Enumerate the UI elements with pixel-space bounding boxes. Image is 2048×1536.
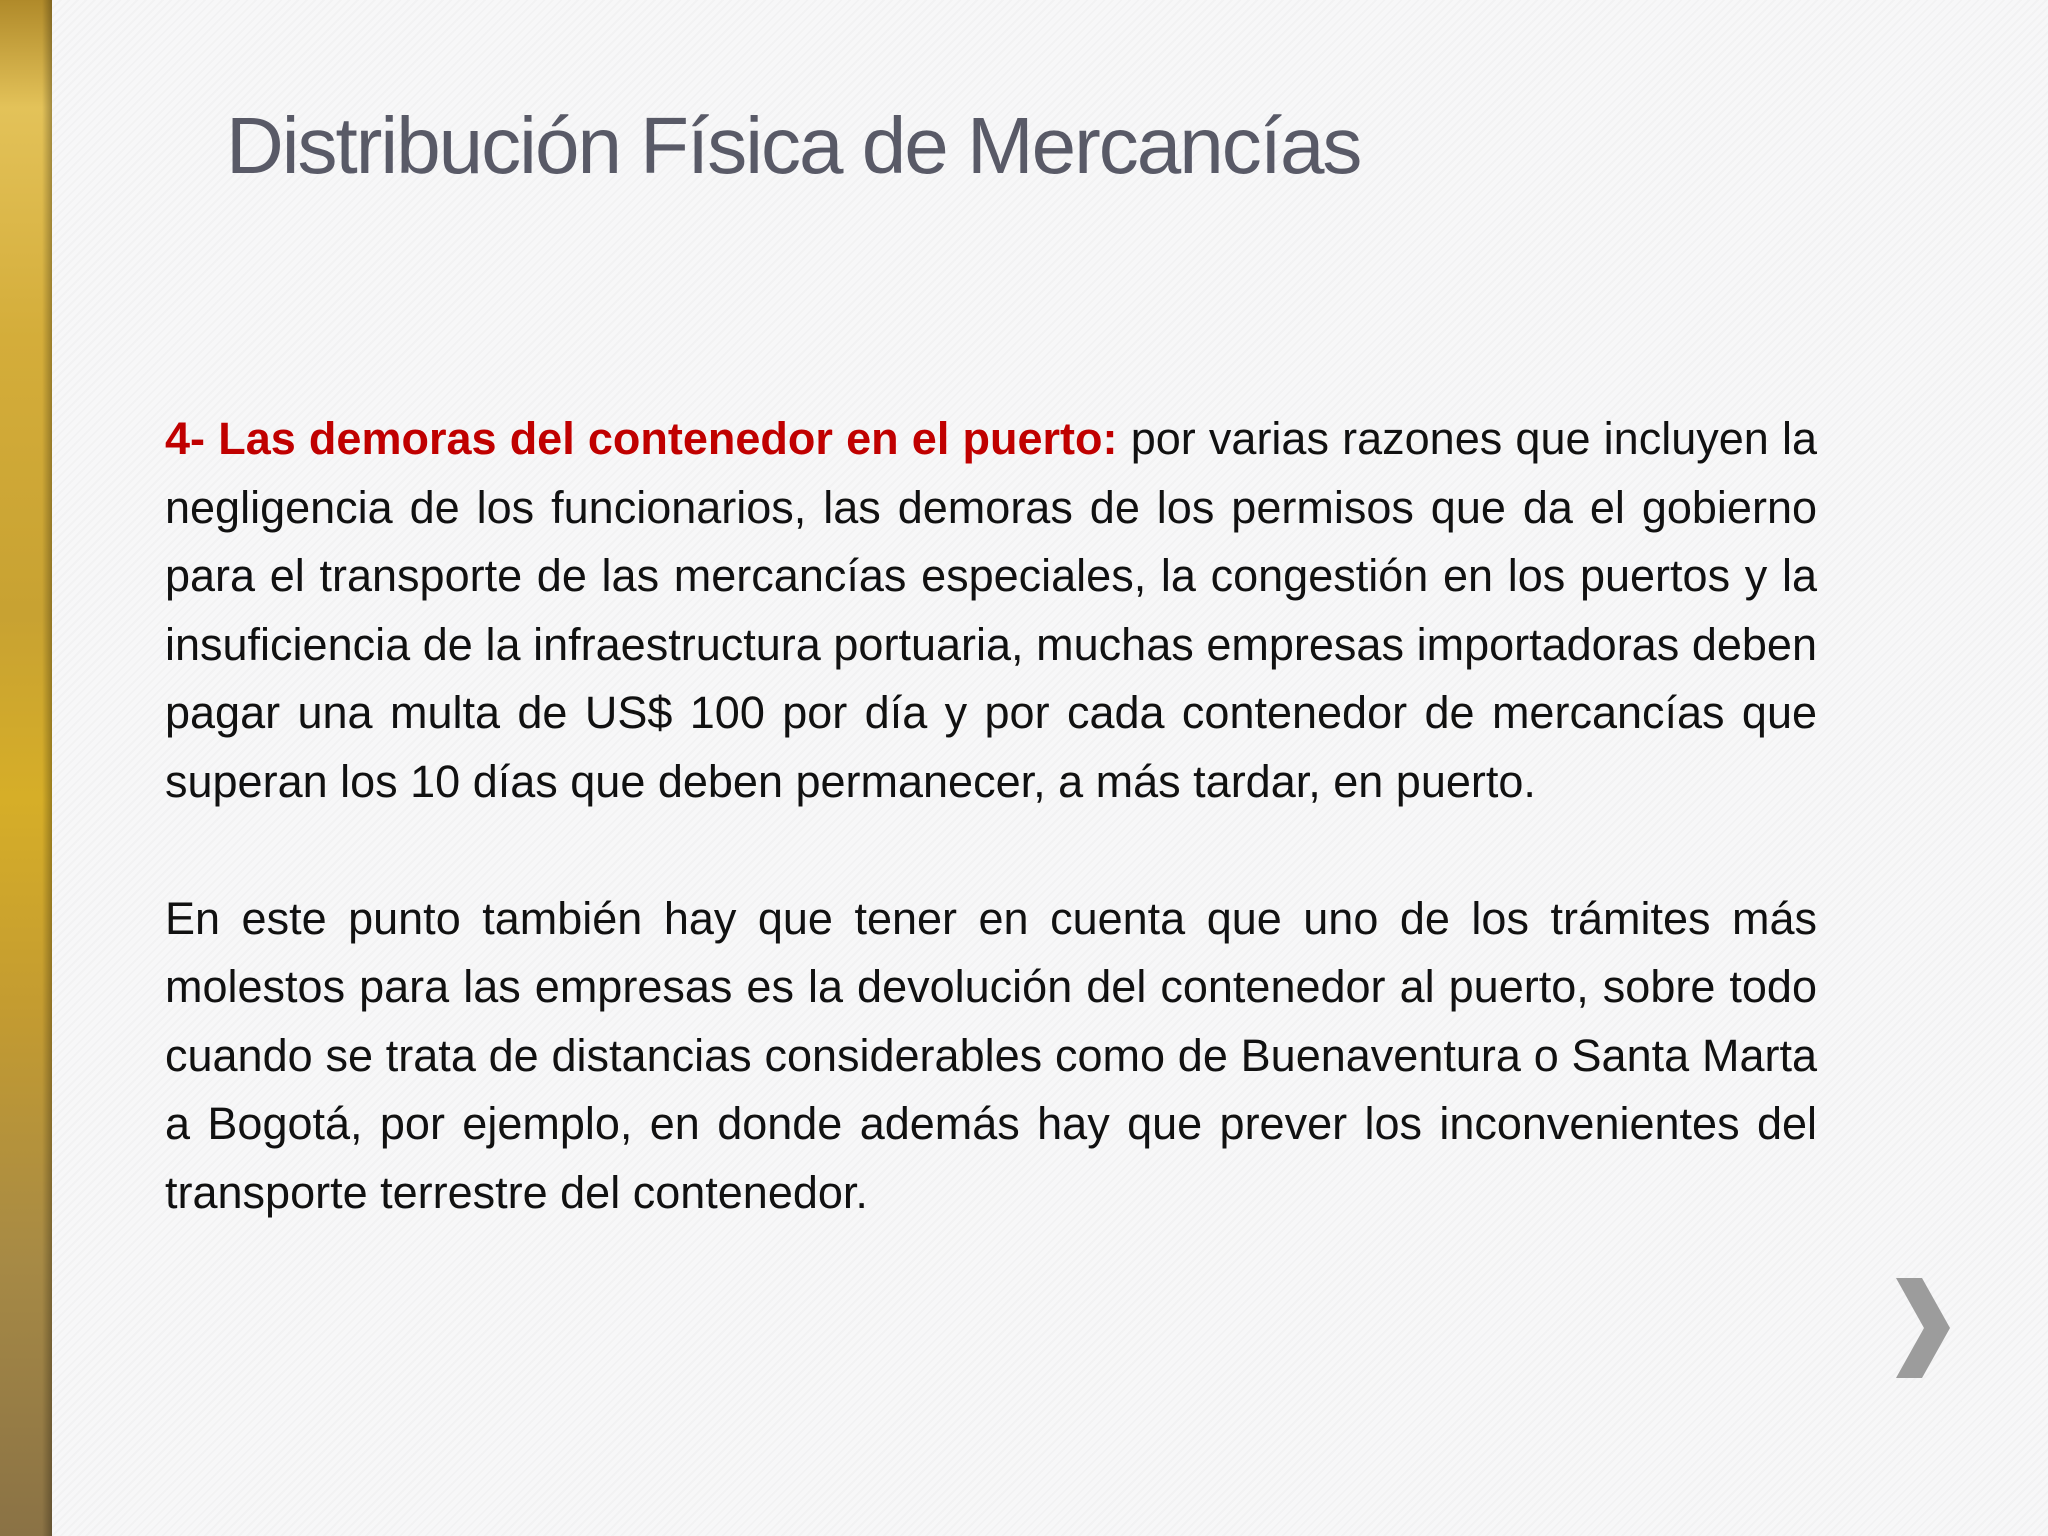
- paragraph-container-demoras: [165, 405, 1817, 816]
- chevron-right-icon[interactable]: [1888, 1278, 1958, 1378]
- gold-accent-bar: [0, 0, 52, 1536]
- paragraph-text-demoras: por varias razones que incluyen la negligencia de los funcionarios, las demoras de los permisos que da el gobierno para el transporte de las mercancías especiales, la congestión en los puertos y la insuficiencia de la infraestructura portuaria, muchas empresas importadoras deben pagar una multa de US$ 100 por día y por cada contenedor de mercancías que superan los 10 días que deben permanecer, a más tardar, en puerto.: [165, 413, 1818, 807]
- paragraph-heading: 4- Las demoras del contenedor en el puerto:: [165, 413, 1118, 464]
- slide-title: Distribución Física de Mercancías: [226, 101, 1361, 190]
- slide-body: [165, 405, 1817, 1227]
- paragraph-text-devolucion: En este punto también hay que tener en cuenta que uno de los trámites más molestos para las empresas es la devolución del contenedor al puerto, sobre todo cuando se trata de distancias considerables como de Buenaventura o Santa Marta a Bogotá, por ejemplo, en donde además hay que prever los inconvenientes del transporte terrestre del contenedor.: [165, 892, 1817, 1218]
